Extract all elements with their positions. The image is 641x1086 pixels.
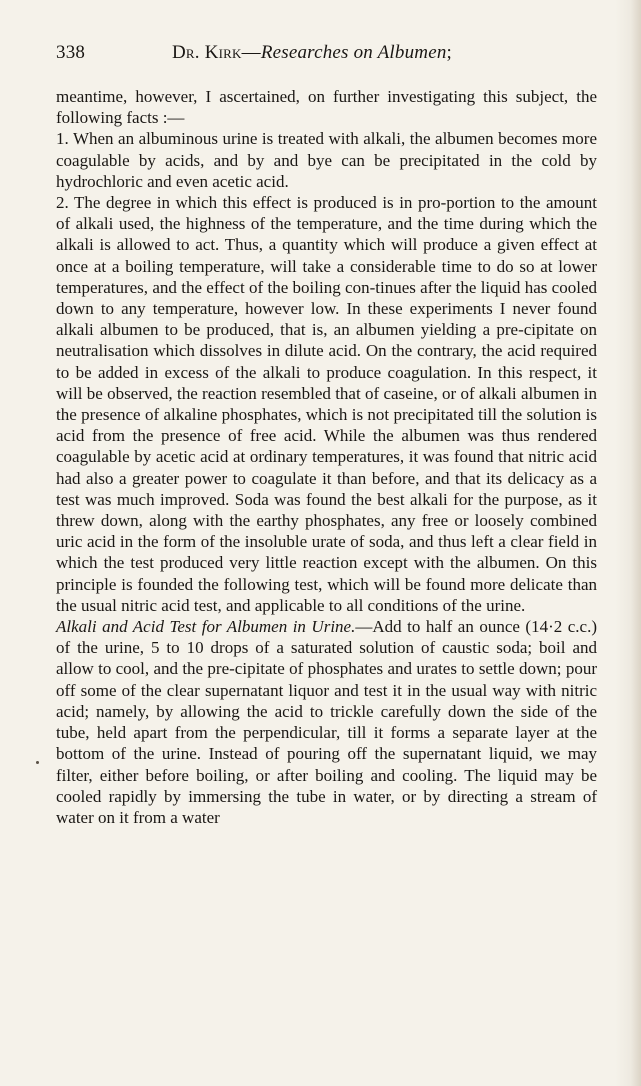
article-title: Researches on Albumen	[260, 42, 447, 63]
running-head	[56, 40, 596, 66]
paragraph-fact-1: 1. When an albuminous urine is treated with alkali, the albumen becomes more coagulable by acids, and by and bye can be precipitated in the cold by hydrochloric and even acetic acid.	[56, 129, 597, 191]
running-title	[172, 40, 452, 66]
paragraph-test-procedure	[56, 616, 597, 828]
body-text	[56, 86, 597, 828]
test-heading: Alkali and Acid Test for Albumen in Urine.	[56, 617, 356, 637]
author-name: Dr. Kirk	[172, 42, 242, 63]
page-edge-shadow	[631, 0, 641, 1086]
test-description: —Add to half an ounce (14·2 c.c.) of the urine, 5 to 10 drops of a saturated solution of caustic soda; boil and allow to cool, and the pre-cipitate of phosphates and urates to settle down; pour off some of the clear supernatant liquor and test it in the usual way with nitric acid; namely, by allowing the acid to trickle carefully down the side of the tube, held apart from the perpendicular, till it forms a separate layer at the bottom of the urine. Instead of pouring off the supernatant liquid, we may filter, either before boiling, or after boiling and cooling. The liquid may be cooled rapidly by immersing the tube in water, or by directing a stream of water on it from a water	[56, 617, 597, 827]
head-semicolon: ;	[446, 42, 453, 63]
head-dash: —	[241, 42, 261, 63]
paragraph-continuation: meantime, however, I ascertained, on further investigating this subject, the following facts :—	[56, 87, 597, 128]
paragraph-fact-2: 2. The degree in which this effect is produced is in pro-portion to the amount of alkali used, the highness of the temperature, and the time during which the alkali is allowed to act. Thus, a quantity which will produce a given effect at once at a boiling temperature, will take a considerable time to do so at lower temperatures, and the effect of the boiling con-tinues after the liquid has cooled down to any temperature, however low. In these experiments I never found alkali albumen to be produced, that is, an albumen yielding a pre-cipitate on neutralisation which dissolves in dilute acid. On the contrary, the acid required to be added in excess of the alkali to produce coagulation. In this respect, it will be observed, the reaction resembled that of caseine, or of alkali albumen in the presence of alkaline phosphates, which is not precipitated till the solution is acid from the presence of free acid. While the albumen was thus rendered coagulable by acetic acid at ordinary temperatures, it was found that nitric acid had also a greater power to coagulate it than before, and that its delicacy as a test was much improved. Soda was found the best alkali for the purpose, as it threw down, along with the earthy phosphates, any free or loosely combined uric acid in the form of the insoluble urate of soda, and thus left a clear field in which the test produced very little reaction except with the albumen. On this principle is founded the following test, which will be found more delicate than the usual nitric acid test, and applicable to all conditions of the urine.	[56, 193, 597, 615]
margin-speck	[36, 761, 39, 764]
page-number: 338	[56, 42, 86, 63]
